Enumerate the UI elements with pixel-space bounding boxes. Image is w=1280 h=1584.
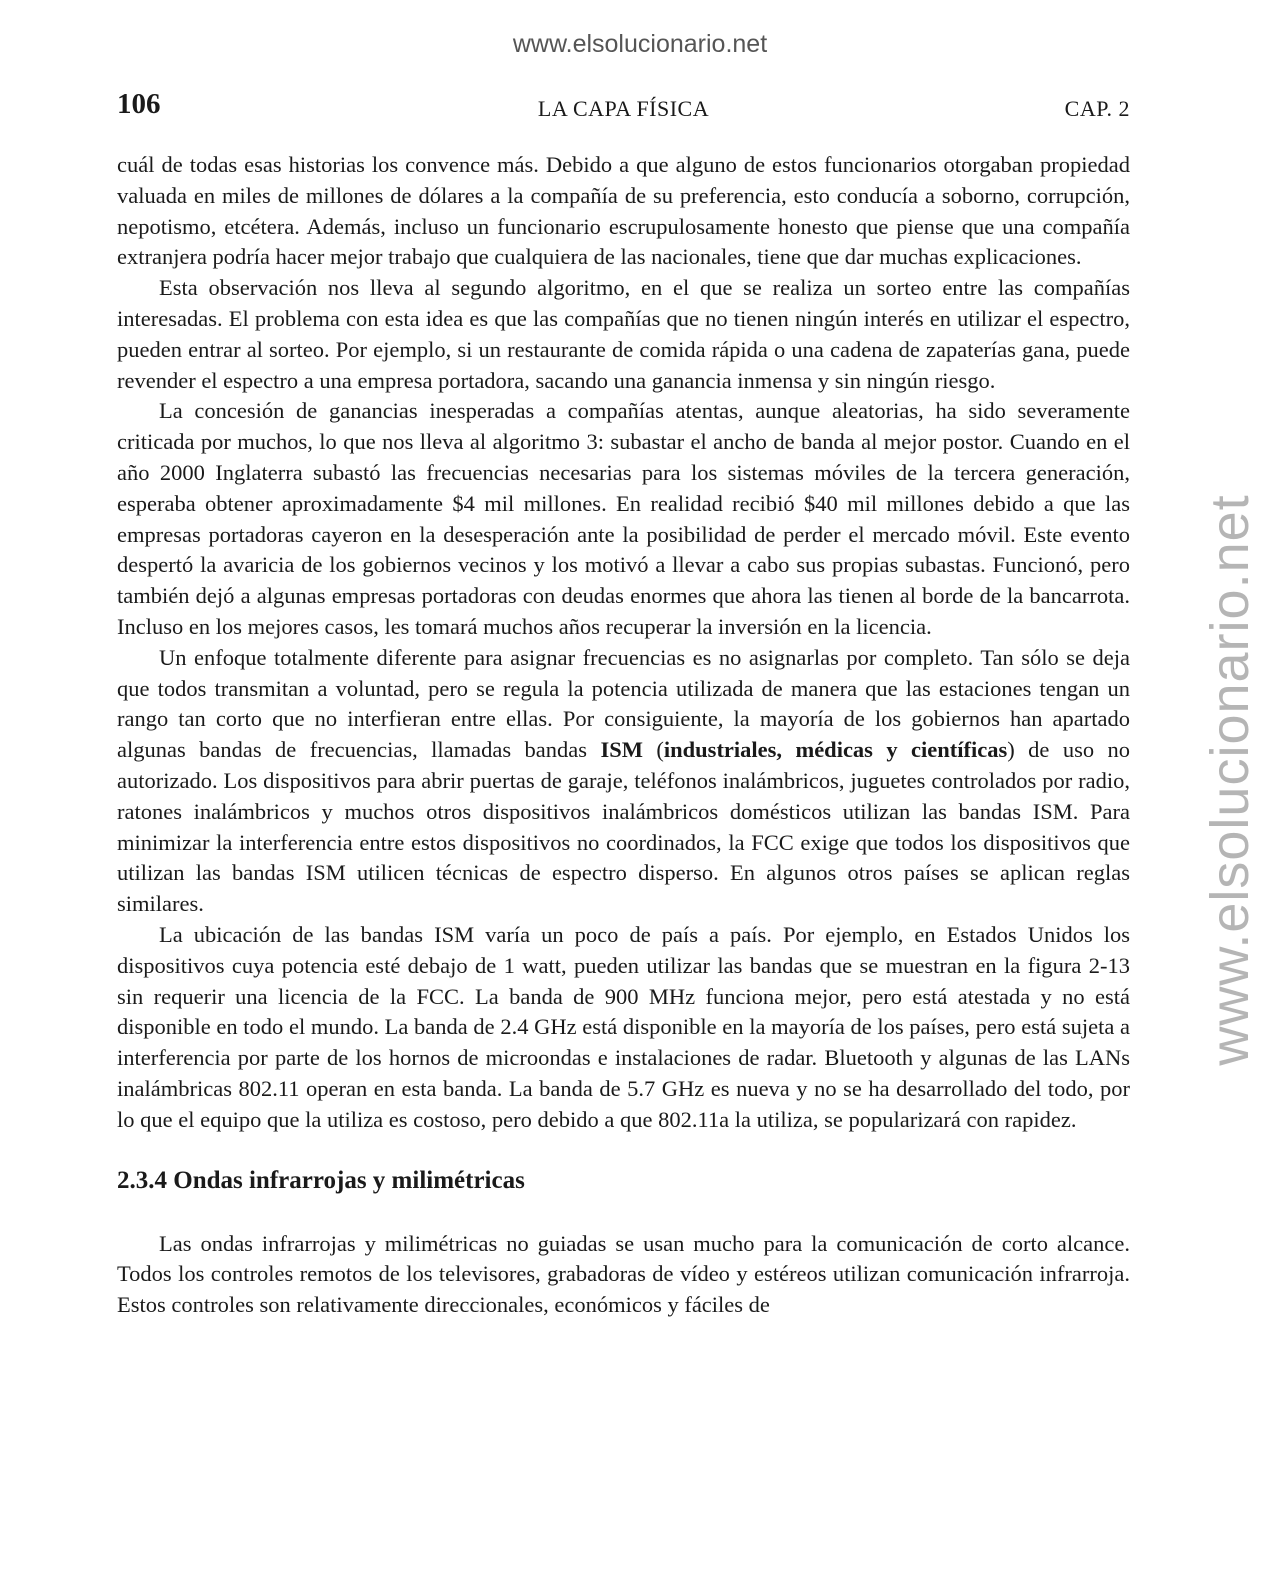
paragraph-2: Esta observación nos lleva al segundo algoritmo, en el que se realiza un sorteo entre las compañías interesadas. El problema con esta idea es que las compañías que no tienen ningún interés en utilizar el espectro, pueden entrar al sorteo. Por ejemplo, si un restaurante de comida rápida o una cadena de zapaterías gana, puede revender el espectro a una empresa portadora, sacando una ganancia inmensa y sin ningún riesgo. [117, 275, 1130, 393]
paragraph-4-text-b: ) de uso no autorizado. Los dispositivos para abrir puertas de garaje, teléfonos inalámbricos, juguetes controlados por radio, ratones inalámbricos y muchos otros dispositivos inalámbricos domésticos utilizan las bandas ISM. Para minimizar la interferencia entre estos dispositivos no coordinados, la FCC exige que todos los dispositivos que utilizan las bandas ISM utilicen técnicas de espectro disperso. En algunos otros países se aplican reglas similares. [117, 737, 1130, 917]
term-ism: ISM [600, 737, 643, 763]
page-number: 106 [117, 88, 161, 120]
paragraph-4-paren: ( [642, 737, 664, 763]
section-heading: 2.3.4 Ondas infrarrojas y milimétricas [117, 1166, 525, 1194]
term-ism-expansion: industriales, médicas y científicas [663, 737, 1008, 763]
paragraph-4-text-a: Un enfoque totalmente diferente para asignar frecuencias es no asignarlas por completo. Tan sólo se deja que todos transmitan a voluntad, pero se regula la potencia utilizada de manera que las estaciones tengan un rango tan corto que no interfieran entre ellas. Por consiguiente, la mayoría de los gobiernos han apartado algunas bandas de frecuencias, llamadas bandas [117, 644, 1130, 763]
chapter-number: CAP. 2 [1064, 96, 1130, 121]
paragraph-4 [117, 643, 1130, 920]
running-head [117, 88, 1130, 124]
paragraph-5: La ubicación de las bandas ISM varía un poco de país a país. Por ejemplo, en Estados Unidos los dispositivos cuya potencia esté debajo de 1 watt, pueden utilizar las bandas que se muestran en la figura 2-13 sin requerir una licencia de la FCC. La banda de 900 MHz funciona mejor, pero está atestada y no está disponible en todo el mundo. La banda de 2.4 GHz está disponible en la mayoría de los países, pero está sujeta a interferencia por parte de los hornos de microondas e instalaciones de radar. Bluetooth y algunas de las LANs inalámbricas 802.11 operan en esta banda. La banda de 5.7 GHz es nueva y no se ha desarrollado del todo, por lo que el equipo que la utiliza es costoso, pero debido a que 802.11a la utiliza, se popularizará con rapidez. [117, 921, 1130, 1132]
paragraph-3: La concesión de ganancias inesperadas a compañías atentas, aunque aleatorias, ha sido severamente criticada por muchos, lo que nos lleva al algoritmo 3: subastar el ancho de banda al mejor postor. Cuando en el año 2000 Inglaterra subastó las frecuencias necesarias para los sistemas móviles de la tercera generación, esperaba obtener aproximadamente $4 mil millones. En realidad recibió $40 mil millones debido a que las empresas portadoras cayeron en la desesperación ante la posibilidad de perder el mercado móvil. Este evento despertó la avaricia de los gobiernos vecinos y los motivó a llevar a cabo sus propias subastas. Funcionó, pero también dejó a algunas empresas portadoras con deudas enormes que ahora las tienen al borde de la bancarrota. Incluso en los mejores casos, les tomará muchos años recuperar la inversión en la licencia. [117, 398, 1130, 639]
paragraph-1: cuál de todas esas historias los convence más. Debido a que alguno de estos funcionarios otorgaban propiedad valuada en miles de millones de dólares a la compañía de su preferencia, esto conducía a soborno, corrupción, nepotismo, etcétera. Además, incluso un funcionario escrupulosamente honesto que piense que una compañía extranjera podría hacer mejor trabajo que cualquiera de las nacionales, tiene que dar muchas explicaciones. [117, 152, 1130, 270]
chapter-title: LA CAPA FÍSICA [537, 96, 710, 121]
section-paragraph-1: Las ondas infrarrojas y milimétricas no guiadas se usan mucho para la comunicación de corto alcance. Todos los controles remotos de los televisores, grabadoras de vídeo y estéreos utilizan comunicación infrarroja. Estos controles son relativamente direccionales, económicos y fáciles de [117, 1230, 1130, 1318]
watermark-url-top: www.elsolucionario.net [512, 30, 768, 58]
body-text [117, 150, 1130, 1321]
watermark-url-side: www.elsolucionario.net [1200, 494, 1260, 1066]
